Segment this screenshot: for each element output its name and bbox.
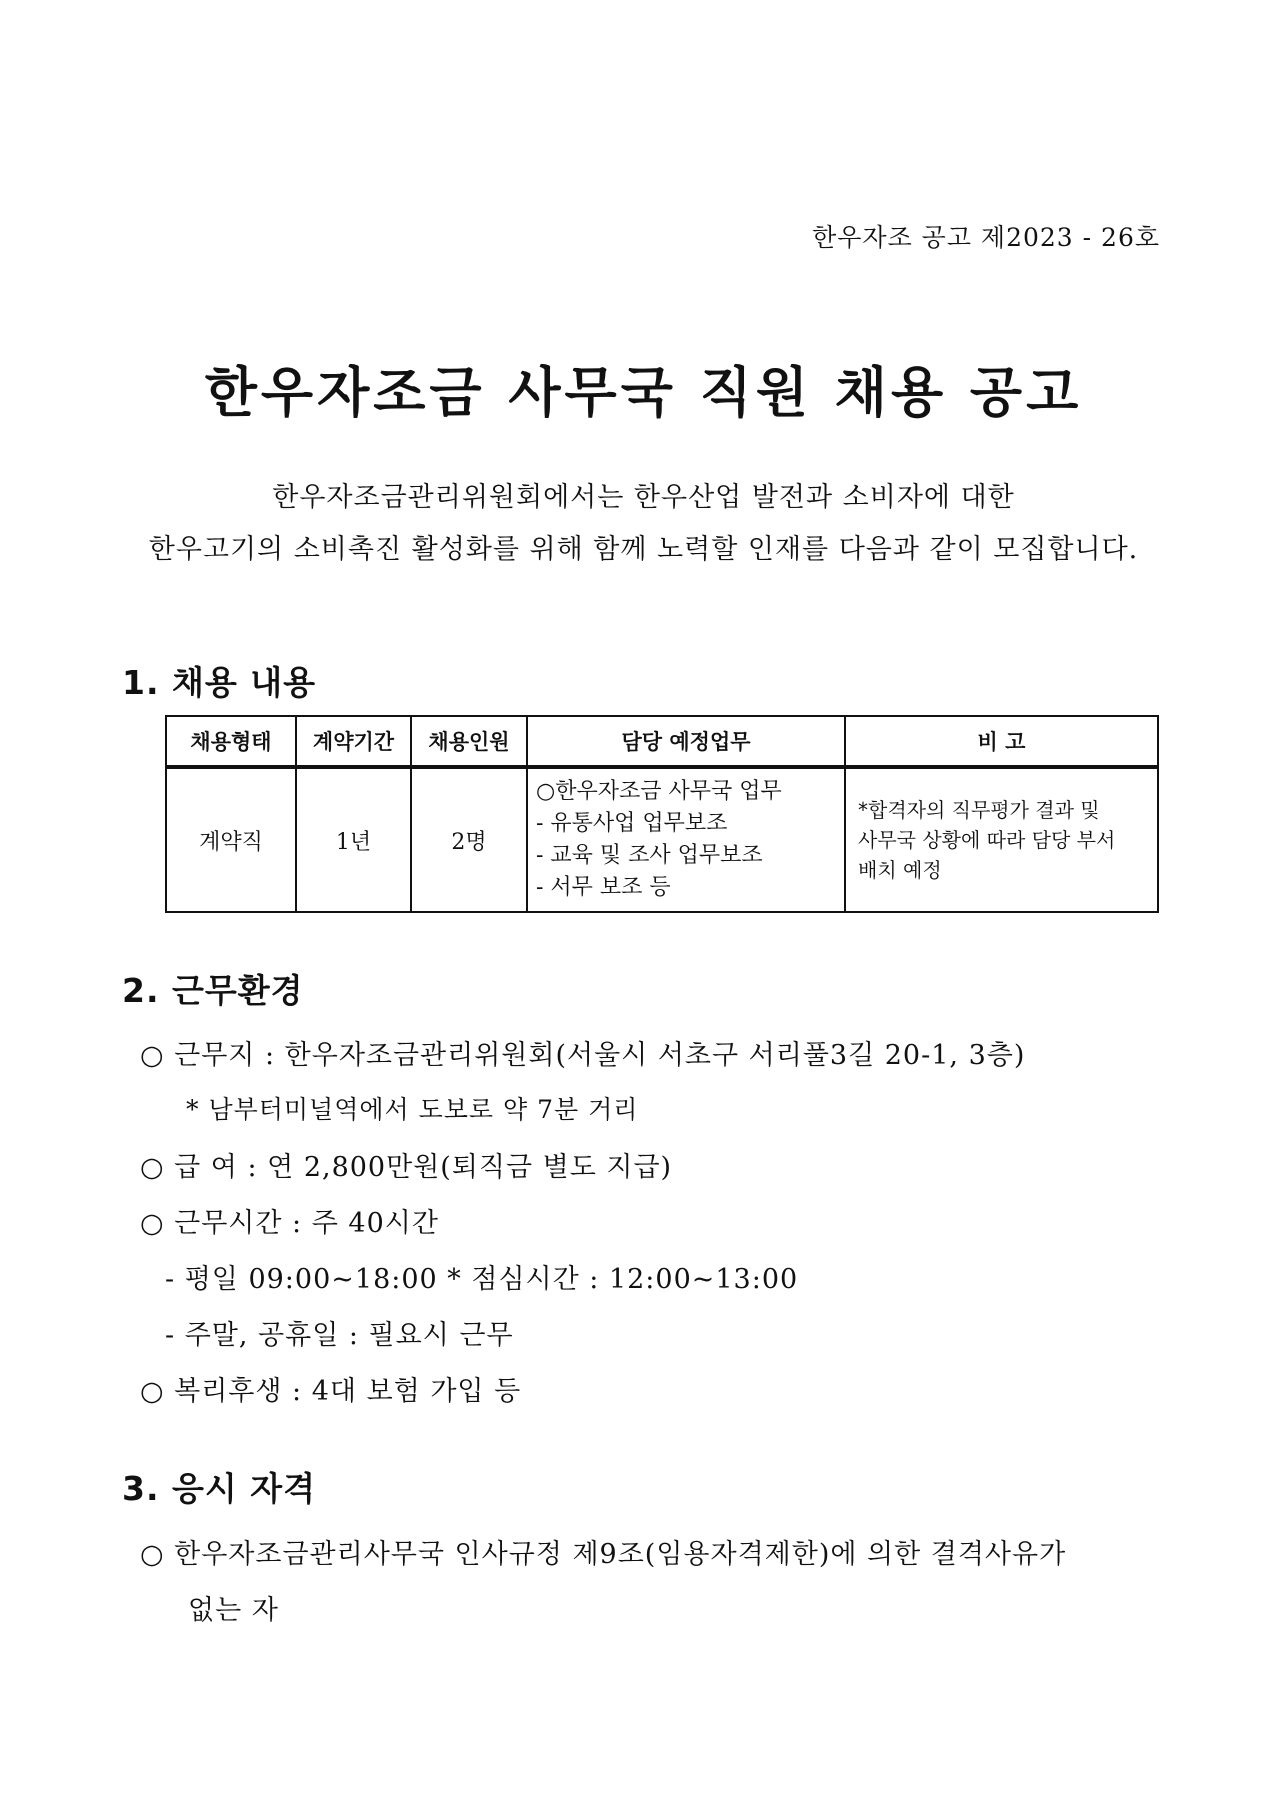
note-line: 배치 예정 bbox=[858, 858, 942, 882]
benefits: ○ 복리후생 : 4대 보험 가입 등 bbox=[140, 1376, 522, 1407]
qualification-line-1: ○ 한우자조금관리사무국 인사규정 제9조(임용자격제한)에 의한 결격사유가 bbox=[140, 1539, 1067, 1570]
weekend-hours: - 주말, 공휴일 : 필요시 근무 bbox=[165, 1320, 514, 1351]
duty-line: - 유통사업 업무보조 bbox=[536, 811, 728, 836]
cell-count: 2명 bbox=[411, 767, 527, 912]
location-note: * 남부터미널역에서 도보로 약 7분 거리 bbox=[186, 1095, 639, 1124]
duty-line: ○한우자조금 사무국 업무 bbox=[536, 779, 782, 804]
col-header-period: 계약기간 bbox=[296, 716, 411, 767]
recruitment-table bbox=[165, 715, 1159, 913]
cell-note bbox=[845, 767, 1158, 912]
intro-paragraph bbox=[0, 472, 1287, 576]
intro-line-1: 한우자조금관리위원회에서는 한우산업 발전과 소비자에 대한 bbox=[272, 482, 1015, 513]
cell-duties bbox=[527, 767, 845, 912]
duty-line: - 교육 및 조사 업무보조 bbox=[536, 843, 763, 868]
table-row bbox=[166, 767, 1158, 912]
work-hours: ○ 근무시간 : 주 40시간 bbox=[140, 1208, 439, 1239]
section-2-heading: 2. 근무환경 bbox=[122, 971, 304, 1010]
col-header-count: 채용인원 bbox=[411, 716, 527, 767]
cell-type: 계약직 bbox=[166, 767, 296, 912]
cell-period: 1년 bbox=[296, 767, 411, 912]
salary: ○ 급 여 : 연 2,800만원(퇴직금 별도 지급) bbox=[140, 1152, 673, 1183]
table-header-row bbox=[166, 716, 1158, 767]
duty-line: - 서무 보조 등 bbox=[536, 875, 671, 900]
section-3-heading: 3. 응시 자격 bbox=[122, 1469, 316, 1508]
notice-number: 한우자조 공고 제2023 - 26호 bbox=[812, 223, 1160, 252]
intro-line-2: 한우고기의 소비촉진 활성화를 위해 함께 노력할 인재를 다음과 같이 모집합니다. bbox=[148, 534, 1139, 565]
page-title: 한우자조금 사무국 직원 채용 공고 bbox=[204, 361, 1083, 424]
col-header-duties: 담당 예정업무 bbox=[527, 716, 845, 767]
note-line: *합격자의 직무평가 결과 및 bbox=[858, 798, 1100, 822]
col-header-type: 채용형태 bbox=[166, 716, 296, 767]
work-location: ○ 근무지 : 한우자조금관리위원회(서울시 서초구 서리풀3길 20-1, 3층) bbox=[140, 1040, 1026, 1071]
col-header-note: 비 고 bbox=[845, 716, 1158, 767]
note-line: 사무국 상황에 따라 담당 부서 bbox=[858, 828, 1116, 852]
weekday-hours: - 평일 09:00~18:00 * 점심시간 : 12:00~13:00 bbox=[165, 1264, 799, 1295]
qualification-line-2: 없는 자 bbox=[188, 1595, 279, 1626]
section-1-heading: 1. 채용 내용 bbox=[122, 663, 316, 702]
